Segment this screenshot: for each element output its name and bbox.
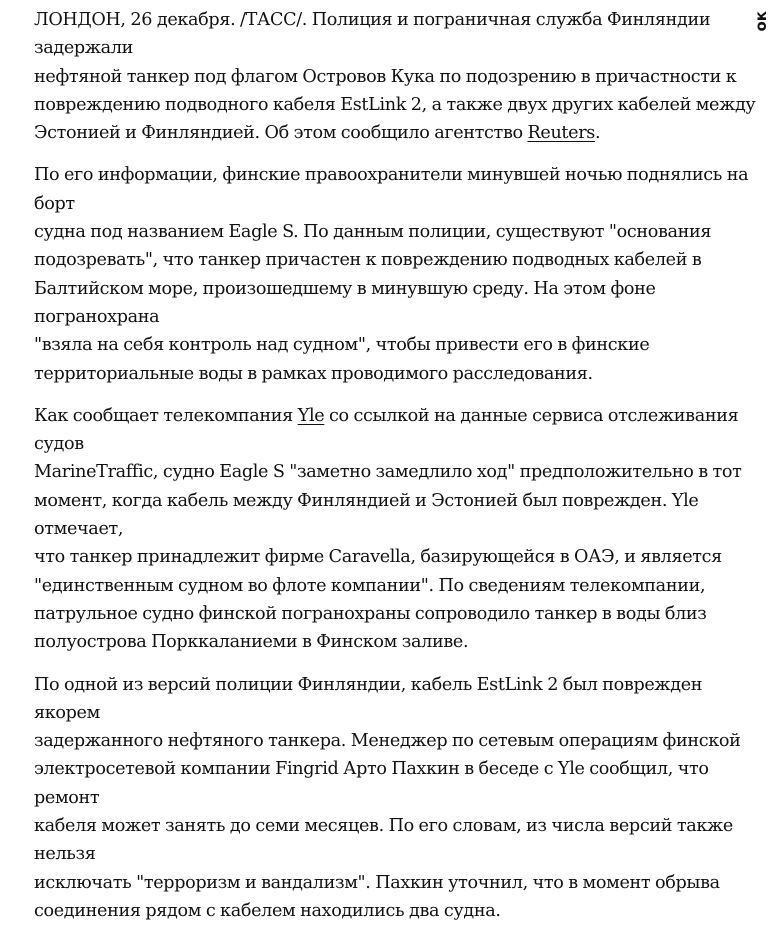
paragraph-1-text: ЛОНДОН, 26 декабря. /ТАСС/. Полиция и пограничная служба Финляндии задержали нефтяной танкер под флагом Островов Кука по подозрению в причастности к повреждению подводного кабеля EstLink 2, а также двух других кабелей между Эстонией и Финляндией. Об этом сообщило агентство bbox=[34, 10, 756, 144]
paragraph-3 bbox=[34, 402, 769, 657]
yle-link[interactable]: Yle bbox=[297, 405, 325, 426]
edge-side-tab[interactable] bbox=[749, 0, 769, 40]
article-body bbox=[34, 6, 769, 925]
edge-side-tab-label: ок bbox=[752, 11, 770, 32]
paragraph-3-lead: Как сообщает телекомпания bbox=[34, 405, 298, 426]
paragraph-1-tail: . bbox=[594, 123, 601, 144]
paragraph-1 bbox=[34, 6, 769, 147]
paragraph-3-text: со ссылкой на данные сервиса отслеживания судов MarineTraffic, судно Eagle S "заметно замедлило ход" предположительно в тот момент, когда кабель между Финляндией и Эстонией был поврежден. Yle отмечает, что танкер принадлежит фирме Caravella, базирующейся в ОАЭ, и является "единственным судном во флоте компании". По сведениям телекомпании, патрульное судно финской погранохраны сопроводило танкер в воды близ полуострова Порккаланиеми в Финском заливе. bbox=[34, 405, 742, 653]
paragraph-2: По его информации, финские правоохранители минувшей ночью поднялись на борт судна под названием Eagle S. По данным полиции, существуют "основания подозревать", что танкер причастен к повреждению подводных кабелей в Балтийском море, произошедшему в минувшую среду. На этом фоне погранохрана "взяла на себя контроль над судном", чтобы привести его в финские территориальные воды в рамках проводимого расследования. bbox=[34, 165, 749, 384]
paragraph-4: По одной из версий полиции Финляндии, кабель EstLink 2 был поврежден якорем задержанного нефтяного танкера. Менеджер по сетевым операциям финской электросетевой компании Fingrid Арто Пахкин в беседе с Yle сообщил, что ремонт кабеля может занять до семи месяцев. По его словам, из числа версий также нельзя исключать "терроризм и вандализм". Пахкин уточнил, что в момент обрыва соединения рядом с кабелем находились два судна. bbox=[34, 674, 741, 921]
reuters-link[interactable]: Reuters bbox=[527, 123, 595, 144]
